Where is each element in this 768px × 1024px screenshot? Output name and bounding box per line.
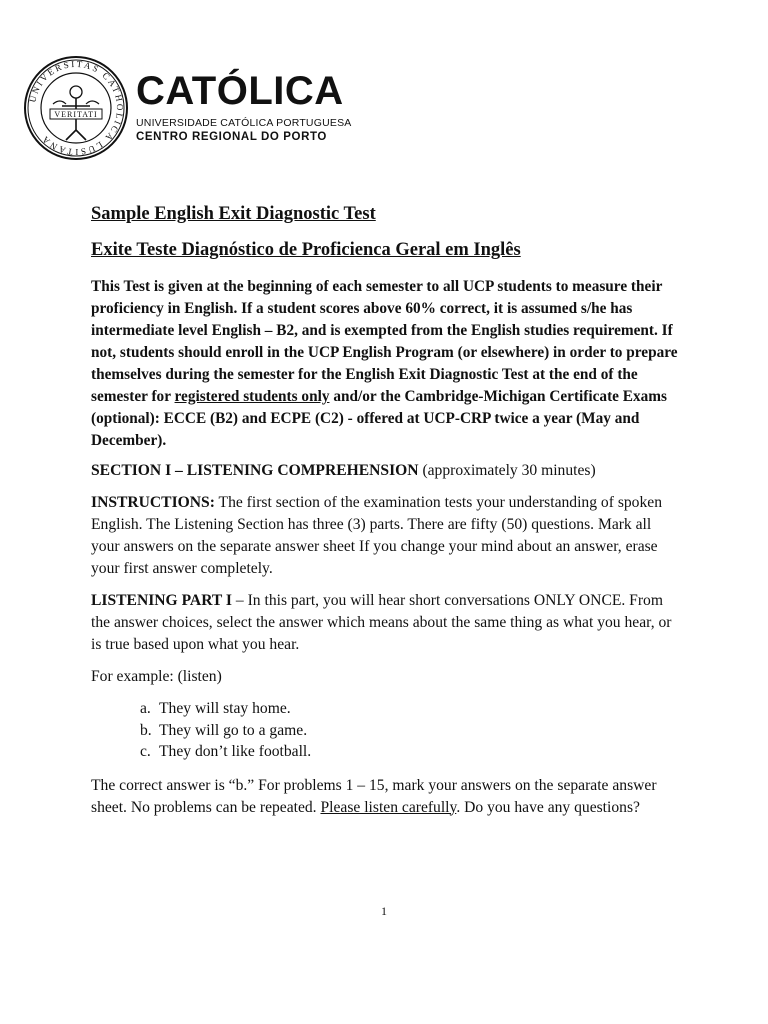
list-item-letter: b. [140,721,152,739]
list-item-text: They don’t like football. [159,743,312,760]
regional-center-name: CENTRO REGIONAL DO PORTO [136,131,327,143]
instructions-label: INSTRUCTIONS: [91,494,215,511]
intro-underlined-text: registered students only [174,388,330,405]
closing-text-1: The correct answer is “b.” For problems 1 – 15, mark your answers on the separate answer sheet. No problems can be repeated. [91,776,657,816]
closing-underlined-text: Please listen carefully [320,798,457,816]
university-seal-icon [22,54,130,162]
list-item-text: They will go to a game. [159,721,308,739]
document-body [91,202,681,829]
brand-name: CATÓLICA [136,69,344,113]
university-name: UNIVERSIDADE CATÓLICA PORTUGUESA [136,117,352,129]
document-title-english: Sample English Exit Diagnostic Test [91,204,376,224]
list-item-letter: a. [140,700,151,717]
seal-ring-text: UNIVERSITAS CATHOLICA LUSITANA [27,58,126,158]
seal-motto: VERITATI [54,110,98,119]
list-item [140,720,681,742]
section-heading [91,460,681,482]
listening-part1-paragraph [91,590,681,656]
list-item-letter: c. [140,743,151,760]
intro-text-2: and/or the Cambridge-Michigan Certificate Exams (optional): ECCE (B2) and ECPE (C2) - offered at UCP-CRP twice a year (May and December). [91,388,667,449]
university-header [22,52,351,164]
wordmark [136,71,351,145]
example-answer-list [91,698,681,763]
intro-text-1: This Test is given at the beginning of each semester to all UCP students to measure their proficiency in English. If a student scores above 60% correct, it is assumed s/he has intermediate level English – B2, and is exempted from the English studies requirement. If not, students should enroll in the UCP English Program (or elsewhere) in order to prepare themselves during the semester for the English Exit Diagnostic Test at the end of the semester for [91,278,678,405]
example-prompt: For example: (listen) [91,668,222,685]
closing-paragraph [91,775,681,819]
section-title: SECTION I – LISTENING COMPREHENSION [91,462,419,479]
section-duration: (approximately 30 minutes) [418,462,596,479]
instructions-paragraph [91,492,681,580]
listening-part1-label: LISTENING PART I [91,592,232,609]
document-title-portuguese: Exite Teste Diagnóstico de Proficienca Geral em Inglês [91,240,521,260]
closing-text-2: . Do you have any questions? [456,798,640,816]
list-item [140,698,681,720]
listening-part1-text: – In this part, you will hear short conversations ONLY ONCE. From the answer choices, select the answer which means about the same thing as what you hear, or is true based upon what you hear. [91,592,672,653]
list-item-text: They will stay home. [159,700,291,717]
intro-paragraph [91,276,681,452]
list-item [140,741,681,763]
instructions-text: The first section of the examination tests your understanding of spoken English. The Listening Section has three (3) parts. There are fifty (50) questions. Mark all your answers on the separate answer sheet If you change your mind about an answer, erase your first answer completely. [91,494,662,577]
page-number: 1 [381,904,387,918]
